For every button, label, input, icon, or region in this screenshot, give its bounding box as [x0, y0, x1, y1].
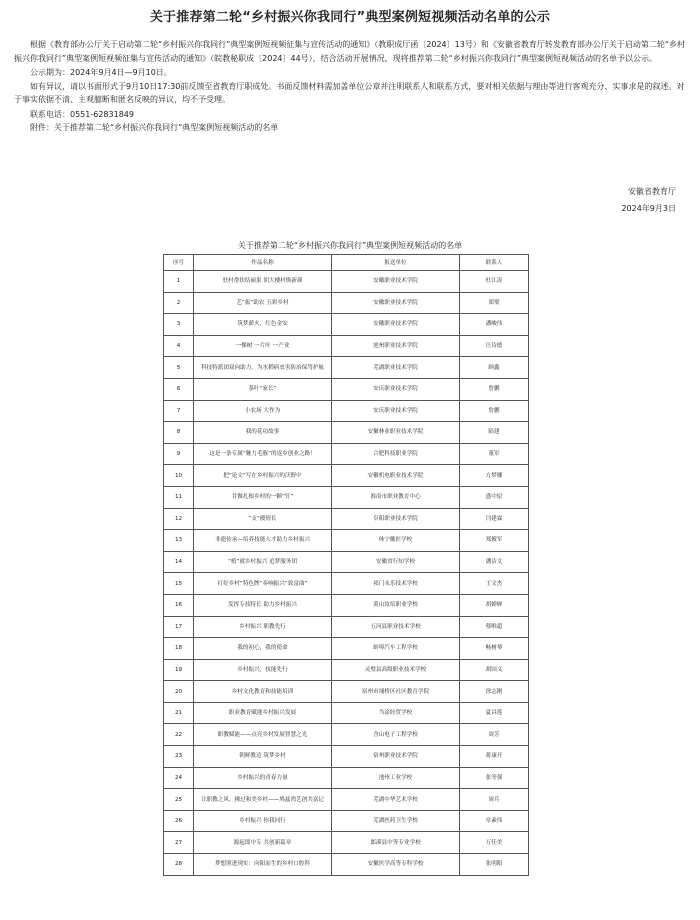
nomination-table: [163, 254, 529, 876]
table-row: [164, 638, 529, 660]
cell-unit: 池州工业学校: [332, 767, 460, 789]
publicity-period: 公示期为：2024年9月4日—9月10日。: [30, 68, 172, 77]
cell-index: 23: [164, 746, 194, 768]
table-row: [164, 530, 529, 552]
table-row: [164, 810, 529, 832]
cell-index: 16: [164, 594, 194, 616]
cell-index: 20: [164, 681, 194, 703]
cell-index: 21: [164, 702, 194, 724]
cell-contact: 夏昌莲: [460, 702, 529, 724]
cell-unit: 宿州市埇桥区社区教育学院: [332, 681, 460, 703]
cell-work-title: 朝鲜教迈 筑梦乡村: [194, 746, 332, 768]
cell-work-title: 乡村文化教育和技能培训: [194, 681, 332, 703]
table-row: [164, 702, 529, 724]
cell-work-title: “支”援情长: [194, 508, 332, 530]
table-row: [164, 378, 529, 400]
cell-unit: 阜阳职业技术学院: [332, 508, 460, 530]
cell-unit: 宿州职业技术学院: [332, 746, 460, 768]
cell-work-title: 打好乡村“特色牌”奏响振兴“致富曲”: [194, 573, 332, 595]
cell-index: 25: [164, 789, 194, 811]
table-row: [164, 681, 529, 703]
cell-index: 2: [164, 292, 194, 314]
cell-unit: 芜湖职业技术学院: [332, 357, 460, 379]
cell-index: 24: [164, 767, 194, 789]
cell-unit: 安徽机电职业技术学院: [332, 465, 460, 487]
intro-paragraph: 根据《教育部办公厅关于启动第二轮“乡村振兴你我同行”典型案例短视频征集与宣传活动的通知》（教职成厅函〔2024〕13号）和《安徽省教育厅转发教育部办公厅关于启动第二轮“乡村振兴你我同行”典型案例短视频征集与宣传活动的通知》（皖教秘职成〔2024〕44号），结合活动开展情况，现将推荐第二轮“乡村振兴你我同行”典型案例短视频活动的名单予以公示。: [14, 40, 685, 63]
table-row: [164, 724, 529, 746]
cell-index: 1: [164, 271, 194, 293]
signature-date: 2024年9月3日: [621, 204, 676, 213]
table-row: [164, 422, 529, 444]
cell-contact: 方梦娜: [460, 465, 529, 487]
table-row: [164, 335, 529, 357]
cell-index: 14: [164, 551, 194, 573]
cell-contact: 蔡唯超: [460, 616, 529, 638]
cell-contact: 杜江涛: [460, 271, 529, 293]
table-row: [164, 573, 529, 595]
cell-index: 7: [164, 400, 194, 422]
table-row: [164, 508, 529, 530]
table-row: [164, 271, 529, 293]
cell-work-title: 筑梦薪火，红色金安: [194, 314, 332, 336]
cell-work-title: 乡村振兴 你我同行: [194, 810, 332, 832]
table-row: [164, 400, 529, 422]
cell-contact: 陆建: [460, 422, 529, 444]
cell-index: 4: [164, 335, 194, 357]
cell-work-title: 梦想照进现实：向阳而生的乡村口腔科: [194, 854, 332, 876]
table-row: [164, 767, 529, 789]
cell-unit: 五河县职业技术学校: [332, 616, 460, 638]
cell-contact: 周兵: [460, 789, 529, 811]
cell-work-title: 我的花功故事: [194, 422, 332, 444]
cell-work-title: 驻村帮扶结硕果 胡大楼村焕新颜: [194, 271, 332, 293]
signature-org: 安徽省教育厅: [628, 187, 676, 196]
header-index: 序号: [164, 255, 194, 271]
table-row: [164, 832, 529, 854]
cell-contact: 徐志刚: [460, 681, 529, 703]
cell-contact: 胡国义: [460, 659, 529, 681]
cell-index: 19: [164, 659, 194, 681]
cell-index: 26: [164, 810, 194, 832]
cell-contact: 郑俊军: [460, 530, 529, 552]
cell-contact: 潘洁文: [460, 551, 529, 573]
cell-contact: 詹鹏: [460, 400, 529, 422]
table-row: [164, 314, 529, 336]
table-header-row: [164, 255, 529, 271]
cell-unit: 灵璧县高级职业技术学校: [332, 659, 460, 681]
cell-contact: 郑璧: [460, 292, 529, 314]
cell-index: 3: [164, 314, 194, 336]
table-row: [164, 659, 529, 681]
table-row: [164, 292, 529, 314]
cell-index: 10: [164, 465, 194, 487]
cell-work-title: 这是一条专属“魅力毛豚”的返乡创业之路！: [194, 443, 332, 465]
cell-work-title: 一棵树 一片叶 一产业: [194, 335, 332, 357]
cell-work-title: 职教赋能——点亮乡村发展智慧之光: [194, 724, 332, 746]
cell-unit: 含山电子工程学校: [332, 724, 460, 746]
cell-unit: 当涂经贸学校: [332, 702, 460, 724]
cell-unit: 安徽医学高等专科学校: [332, 854, 460, 876]
cell-unit: 黄山汝培职业学校: [332, 594, 460, 616]
cell-contact: 周芳: [460, 724, 529, 746]
cell-work-title: 非遗传承—培养技能人才助力乡村振兴: [194, 530, 332, 552]
cell-index: 27: [164, 832, 194, 854]
table-row: [164, 357, 529, 379]
cell-work-title: 乡村振兴的青春力量: [194, 767, 332, 789]
cell-work-title: 源起郎中专 共创新篇章: [194, 832, 332, 854]
cell-index: 5: [164, 357, 194, 379]
table-title: 关于推荐第二轮“乡村振兴你我同行”典型案例短视频活动的名单: [237, 241, 463, 250]
cell-contact: 潘峻伟: [460, 314, 529, 336]
attachment-note: 附件：关于推荐第二轮“乡村振兴你我同行”典型案例短视频活动的名单: [30, 123, 279, 132]
cell-index: 28: [164, 854, 194, 876]
cell-index: 9: [164, 443, 194, 465]
table-row: [164, 854, 529, 876]
cell-unit: 安徽职业技术学院: [332, 292, 460, 314]
cell-unit: 蚌埠汽车工程学校: [332, 638, 460, 660]
cell-unit: 安庆职业技术学院: [332, 400, 460, 422]
cell-unit: 合肥科技职业学院: [332, 443, 460, 465]
cell-work-title: 茶叶“家长”: [194, 378, 332, 400]
cell-index: 22: [164, 724, 194, 746]
cell-index: 13: [164, 530, 194, 552]
table-row: [164, 465, 529, 487]
cell-work-title: 艺“振”助农 五彩乡村: [194, 292, 332, 314]
cell-work-title: 甘做扎根乡村的一颗“钉”: [194, 486, 332, 508]
cell-contact: 王文杰: [460, 573, 529, 595]
contact-phone: 联系电话：0551-62831849: [30, 109, 134, 119]
cell-contact: 顾鑫: [460, 357, 529, 379]
cell-work-title: 把“论文”写在乡村振兴的沃野中: [194, 465, 332, 487]
cell-work-title: “植”就乡村振兴 追梦服务团: [194, 551, 332, 573]
objection-paragraph: 如有异议，请以书面形式于9月10日17:30前反馈至省教育厅职成处。书面反馈材料需加盖单位公章并注明联系人和联系方式，要对相关依据与理由等进行客观充分、实事求是的叙述。对于事实依据不清、主观臆断和匿名反映的异议，均不予受理。: [14, 81, 685, 104]
cell-index: 8: [164, 422, 194, 444]
cell-work-title: 乡村振兴 职教先行: [194, 616, 332, 638]
cell-work-title: 让职教之风，拂过和美乡村——鸠兹湾艺创共富记: [194, 789, 332, 811]
cell-unit: 安庆职业技术学院: [332, 378, 460, 400]
announcement-body: [14, 38, 686, 135]
cell-contact: 闫建霖: [460, 508, 529, 530]
table-row: [164, 486, 529, 508]
table-row: [164, 551, 529, 573]
cell-contact: 董军: [460, 443, 529, 465]
cell-index: 17: [164, 616, 194, 638]
page-title: 关于推荐第二轮“乡村振兴你我同行”典型案例短视频活动名单的公示: [149, 10, 551, 25]
cell-contact: 张明阳: [460, 854, 529, 876]
cell-index: 15: [164, 573, 194, 595]
cell-contact: 张等强: [460, 767, 529, 789]
cell-contact: 詹鹏: [460, 378, 529, 400]
table-row: [164, 746, 529, 768]
cell-unit: 淮南市职业教育中心: [332, 486, 460, 508]
cell-contact: 胡婵婵: [460, 594, 529, 616]
cell-work-title: 发挥专技特长 助力乡村振兴: [194, 594, 332, 616]
cell-contact: 畅树琴: [460, 638, 529, 660]
cell-contact: 万佳美: [460, 832, 529, 854]
cell-unit: 祁门永乐技术学校: [332, 573, 460, 595]
cell-unit: 安徽省行知学校: [332, 551, 460, 573]
cell-work-title: 我的初心，我的使命: [194, 638, 332, 660]
cell-index: 18: [164, 638, 194, 660]
cell-unit: 安徽职业技术学院: [332, 271, 460, 293]
table-row: [164, 443, 529, 465]
cell-unit: 安徽林业职业技术学院: [332, 422, 460, 444]
cell-contact: 蒋康开: [460, 746, 529, 768]
table-row: [164, 789, 529, 811]
cell-work-title: 科技特派团双向助力，为水稻病虫害防治保驾护航: [194, 357, 332, 379]
header-work-title: 作品名称: [194, 255, 332, 271]
cell-work-title: 小农场 大作为: [194, 400, 332, 422]
table-row: [164, 594, 529, 616]
cell-index: 11: [164, 486, 194, 508]
cell-contact: 汪诗德: [460, 335, 529, 357]
cell-work-title: 乡村振兴，技能先行: [194, 659, 332, 681]
cell-contact: 章素伟: [460, 810, 529, 832]
cell-unit: 芜湖医药卫生学校: [332, 810, 460, 832]
header-unit: 报送单位: [332, 255, 460, 271]
cell-unit: 安徽职业技术学院: [332, 314, 460, 336]
cell-contact: 盛中原: [460, 486, 529, 508]
cell-unit: 休宁徽匠学校: [332, 530, 460, 552]
table-row: [164, 616, 529, 638]
cell-index: 12: [164, 508, 194, 530]
cell-unit: 芜湖中华艺术学校: [332, 789, 460, 811]
header-contact: 联系人: [460, 255, 529, 271]
cell-unit: 池州职业技术学院: [332, 335, 460, 357]
cell-index: 6: [164, 378, 194, 400]
cell-work-title: 职业教育赋能乡村振兴发展: [194, 702, 332, 724]
cell-unit: 郎溪县中等专业学校: [332, 832, 460, 854]
